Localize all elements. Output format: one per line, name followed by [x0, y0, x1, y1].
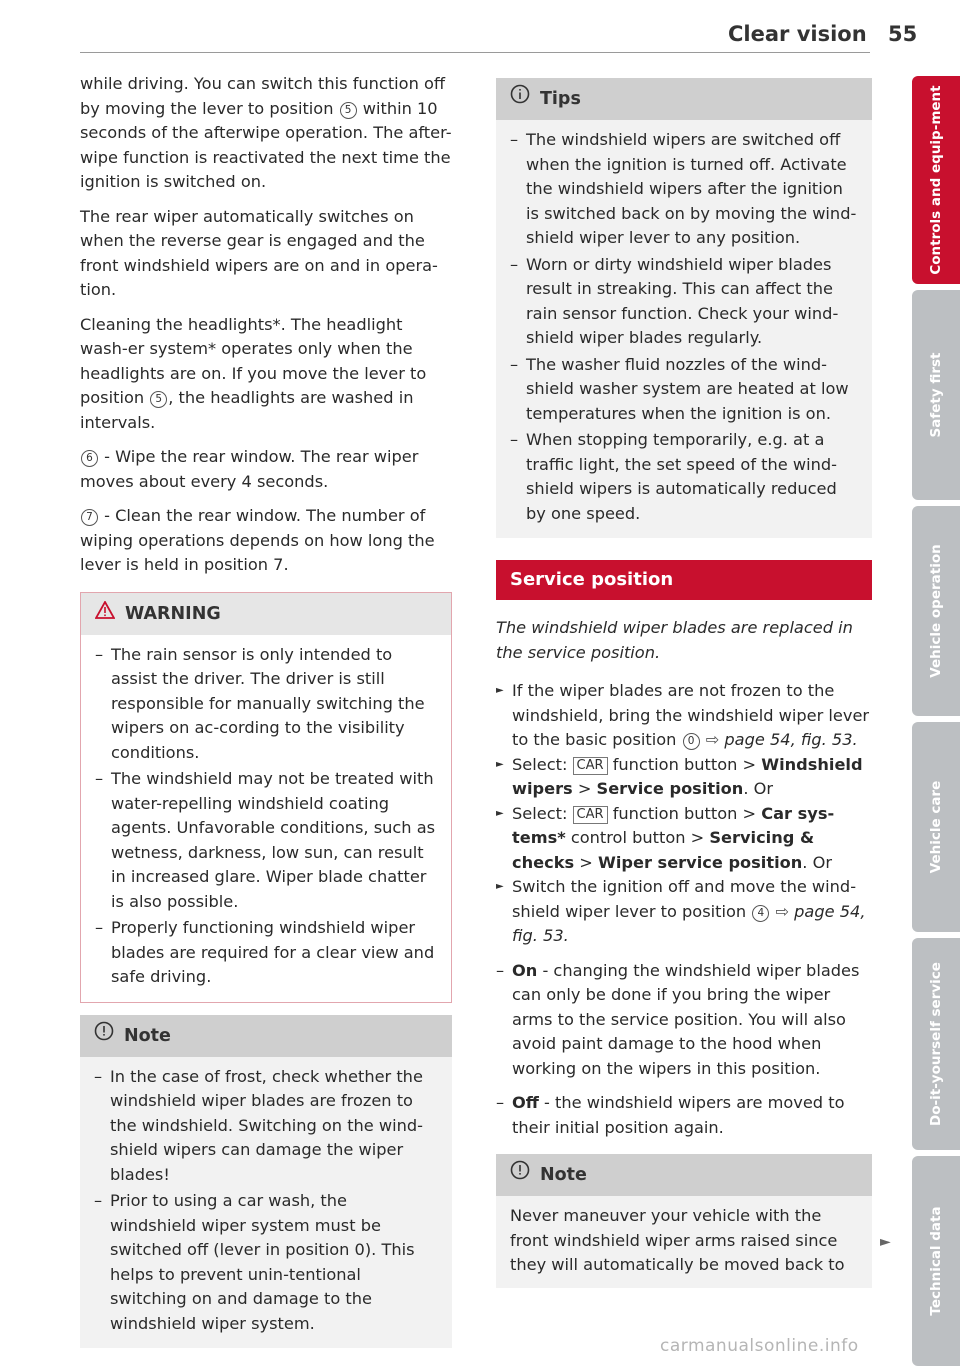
note-header [80, 1015, 452, 1057]
warning-header [81, 593, 451, 635]
page-header-title: Clear vision [728, 22, 867, 46]
warning-title: WARNING [125, 603, 221, 624]
paragraph-headlights: Cleaning the headlights*. The headlight wash-er system* operates only when the headlights are on. If you move the lever to position 5 , the headlights are washed in intervals. [80, 314, 427, 432]
warning-box [80, 592, 452, 1003]
car-key-label: CAR [573, 757, 608, 775]
warning-item: – Properly functioning windshield wiper blades are required for a clear view and safe driving. [95, 916, 437, 990]
instruction-step: ► Select: CAR function button > Windshield wipers > Service position. Or [496, 753, 872, 802]
section-title-service-position: Service position [496, 560, 872, 600]
tab-vehicle-care[interactable]: Vehicle care [912, 722, 960, 932]
page-reference-link[interactable]: page 54, fig. 53. [724, 730, 858, 749]
instruction-step: ► Select: CAR function button > Car sys-tems* control button > Servicing & checks > Wiper service position. Or [496, 802, 872, 876]
position-5-marker: 5 [150, 391, 167, 408]
note-item: – Prior to using a car wash, the windshield wiper system must be switched off (lever in position 0). This helps to prevent unin-tentional switching on and damage to the windshield wiper system. [94, 1189, 438, 1336]
tips-header [496, 78, 872, 120]
header-rule [80, 52, 870, 53]
warning-item: – The rain sensor is only intended to assist the driver. The driver is still responsible for manually switching the wipers on ac-cording to the visibility conditions. [95, 643, 437, 766]
paragraph-rear-wiper: The rear wiper automatically switches on when the reverse gear is engaged and the front windshield wipers are on and in opera-tion. [80, 206, 438, 299]
tab-controls-and-equipment[interactable]: Controls and equip-ment [912, 76, 960, 284]
service-note-box [496, 1154, 872, 1288]
right-column [496, 78, 872, 1300]
note-title: Note [540, 1165, 587, 1185]
page-number: 55 [888, 22, 918, 46]
position-7-marker: 7 [81, 509, 98, 526]
continue-arrow-icon: ► [880, 1234, 891, 1250]
tab-technical-data[interactable]: Technical data [912, 1156, 960, 1366]
left-column [80, 72, 452, 1360]
warning-item: – The windshield may not be treated with water-repelling windshield coating agents. Unfavorable conditions, such as wetness, darkness, low sun, can result in increased glare. Wiper blade chatter is also possible. [95, 767, 437, 914]
tips-item: – The washer fluid nozzles of the wind-shield washer system are heated at low temperatures when the ignition is on. [510, 353, 858, 427]
tips-item: – Worn or dirty windshield wiper blades result in streaking. This can affect the rain sensor function. Check your wind-shield wiper blades regularly. [510, 253, 858, 351]
position-0-marker: 0 [683, 733, 700, 750]
car-key-label: CAR [573, 806, 608, 824]
instruction-step: ► If the wiper blades are not frozen to the windshield, bring the windshield wiper lever to the basic position 0 ⇨ page 54, fig. 53. [496, 679, 872, 753]
paragraph-position-7: 7 - Clean the rear window. The number of wiping operations depends on how long the lever is held in position 7. [80, 506, 435, 574]
note-header [496, 1154, 872, 1196]
warning-triangle-icon [95, 593, 115, 635]
note-text: Never maneuver your vehicle with the front windshield wiper arms raised since they will automatically be moved back to [510, 1206, 845, 1274]
tab-safety-first[interactable]: Safety first [912, 290, 960, 500]
position-5-marker: 5 [340, 102, 357, 119]
tips-item: – The windshield wipers are switched off when the ignition is turned off. Activate the windshield wipers after the ignition is switched back on by moving the wind-shield wiper lever to any position. [510, 128, 858, 251]
section-intro: The windshield wiper blades are replaced in the service position. [496, 618, 853, 662]
tips-box [496, 78, 872, 538]
watermark: carmanualsonline.info [660, 1336, 859, 1356]
note-title: Note [124, 1025, 171, 1046]
paragraph-afterwipe: while driving. You can switch this function off by moving the lever to position 5 within 10 seconds of the afterwipe operation. The after-wipe function is reactivated the next time the ignition is switched on. [80, 74, 452, 191]
position-6-marker: 6 [81, 450, 98, 467]
instruction-step: ► Switch the ignition off and move the wind-shield wiper lever to position 4 ⇨ page 54, fig. 53. [496, 875, 872, 949]
tab-vehicle-operation[interactable]: Vehicle operation [912, 506, 960, 716]
info-circle-icon [510, 78, 530, 120]
off-description: – Off - the windshield wipers are moved to their initial position again. [496, 1091, 872, 1140]
note-box [80, 1015, 452, 1349]
page-reference-link[interactable]: page 54, fig. 53. [512, 901, 866, 945]
note-item: – In the case of frost, check whether the windshield wiper blades are frozen to the windshield. Switching on the wind-shield wipers can damage the wiper blades! [94, 1065, 438, 1188]
exclamation-circle-icon [94, 1015, 114, 1057]
exclamation-circle-icon [510, 1154, 530, 1196]
on-description: – On - changing the windshield wiper blades can only be done if you bring the wiper arms to the service position. You will also avoid paint damage to the hood when working on the wipers in this position. [496, 959, 872, 1082]
position-4-marker: 4 [752, 905, 769, 922]
tab-do-it-yourself-service[interactable]: Do-it-yourself service [912, 938, 960, 1150]
paragraph-position-6: 6 - Wipe the rear window. The rear wiper moves about every 4 seconds. [80, 447, 419, 491]
tips-title: Tips [540, 89, 581, 109]
tips-item: – When stopping temporarily, e.g. at a traffic light, the set speed of the wind-shield wipers is automatically reduced by one speed. [510, 428, 858, 526]
